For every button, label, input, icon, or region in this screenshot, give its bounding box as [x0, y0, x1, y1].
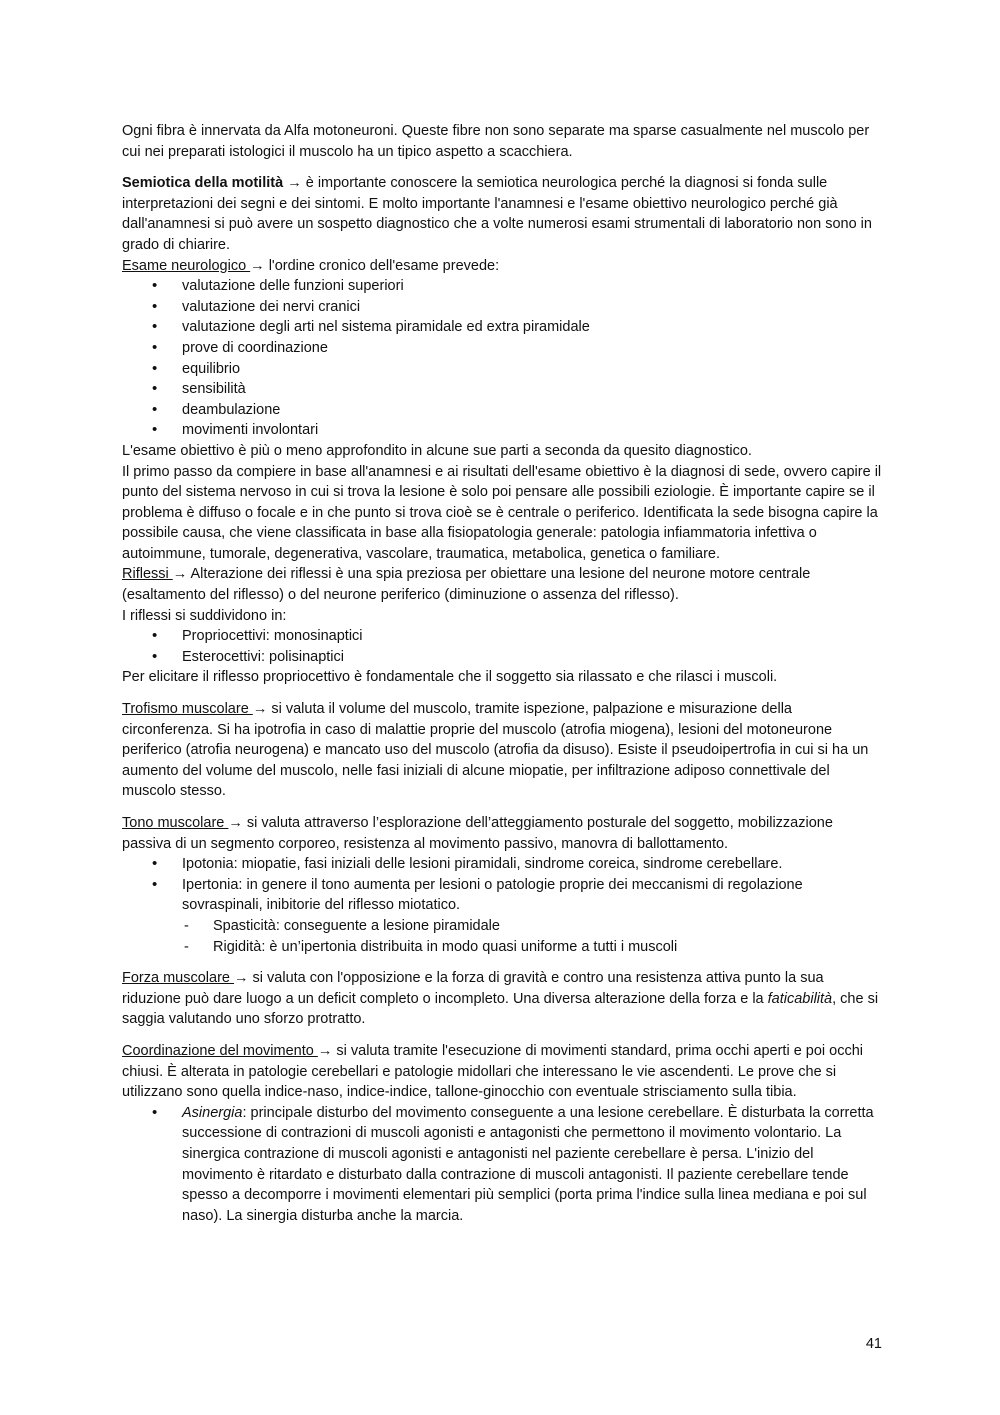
list-item: • prove di coordinazione: [122, 338, 882, 359]
esame-after-1: L'esame obiettivo è più o meno approfondito in alcune sue parti a seconda da quesito diagnostico.: [122, 442, 752, 459]
list-item: • valutazione degli arti nel sistema piramidale ed extra piramidale: [122, 317, 882, 338]
riflessi-after: Per elicitare il riflesso propriocettivo è fondamentale che il soggetto sia rilassato e che rilasci i muscoli.: [122, 669, 778, 686]
trofismo-text: → si valuta il volume del muscolo, tramite ispezione, palpazione e misurazione della circonferenza. Si ha ipotrofia in caso di malattie proprie del muscolo (atrofia miogena), lesioni del motoneurone periferico (atrofia neurogena) e mancato uso del muscolo (atrofia da disuso). Esiste il pseudoipertrofia in cui si ha un aumento del volume del muscolo, nelle fasi iniziali di alcune miopatie, per infiltrazione adiposo connettivale del muscolo stesso.: [122, 701, 869, 800]
forza-paragraph: [122, 968, 882, 1030]
esame-paragraph: [122, 256, 882, 277]
esame-after-2: Il primo passo da compiere in base all'anamnesi e ai risultati dell'esame obiettivo è la diagnosi di sede, ovvero capire il punto del sistema nervoso in cui si trova la lesione è solo poi pensare alle possibili eziologie. È importante capire se il problema è diffuso o focale e in che punto si trova cioè se è centrale o periferico. Identificata la sede bisogna capire la possibile causa, che viene classificata in base alla fisiopatologia generale: patologia infiammatoria infettiva o autoimmune, tumorale, degenerativa, vascolare, traumatica, metabolica, genetica o familiare.: [122, 463, 882, 562]
coordinazione-text: → si valuta tramite l'esecuzione di movimenti standard, prima occhi aperti e poi occhi chiusi. È alterata in patologie cerebellari e patologie midollari che interessano le vie ascendenti. Le prove che si utilizzano sono quella indice-naso, indice-indice, tallone-ginocchio con eventuale strisciamento sulla tibia.: [122, 1042, 864, 1101]
list-item: • deambulazione: [122, 400, 882, 421]
tono-sublist: [122, 916, 882, 957]
semiotica-paragraph: [122, 173, 882, 255]
trofismo-heading: Trofismo muscolare: [122, 701, 253, 718]
asinergia-term: Asinergia: [182, 1104, 243, 1121]
tono-list: [122, 854, 882, 916]
list-item: • valutazione dei nervi cranici: [122, 297, 882, 318]
coordinazione-heading: Coordinazione del movimento: [122, 1042, 318, 1059]
tono-paragraph: [122, 813, 882, 854]
list-item: • Propriocettivi: monosinaptici: [122, 626, 882, 647]
sub-list-item: - Rigidità: è un’ipertonia distribuita in modo quasi uniforme a tutti i muscoli: [122, 937, 882, 958]
list-item: [122, 1103, 882, 1227]
riflessi-intro: I riflessi si suddividono in:: [122, 607, 287, 624]
riflessi-heading: Riflessi: [122, 566, 173, 583]
sub-list-item: - Spasticità: conseguente a lesione piramidale: [122, 916, 882, 937]
semiotica-heading: Semiotica della motilità: [122, 175, 284, 192]
riflessi-text: → Alterazione dei riflessi è una spia preziosa per obiettare una lesione del neurone motore centrale (esaltamento del riflesso) o del neurone periferico (diminuzione o assenza del riflesso).: [122, 566, 811, 604]
tono-text: → si valuta attraverso l’esplorazione dell’atteggiamento posturale del soggetto, mobilizzazione passiva di un segmento corporeo, resistenza al movimento passivo, manovra di ballottamento.: [122, 815, 833, 852]
asinergia-text: : principale disturbo del movimento conseguente a una lesione cerebellare. È disturbata la corretta successione di contrazioni di muscoli agonisti e antagonisti che permettono il movimento volontario. La sinergica contrazione di muscoli agonisti e antagonisti nel paziente cerebellare è persa. L'inizio del movimento è ritardato e disturbato dalla contrazione di muscoli antagonisti. Il paziente cerebellare tende spesso a decomporre i movimenti elementari più semplici (porta prima l'indice sulla linea mediana e poi sul naso). La sinergia disturba anche la marcia.: [182, 1104, 874, 1224]
tono-heading: Tono muscolare: [122, 815, 229, 831]
list-item: • equilibrio: [122, 359, 882, 380]
trofismo-paragraph: [122, 699, 882, 802]
forza-text-2: , che si saggia valutando uno sforzo protratto.: [122, 990, 879, 1028]
forza-text: → si valuta con l'opposizione e la forza di gravità e contro una resistenza attiva punto la sua riduzione può dare luogo a un deficit completo o incompleto. Una diversa alterazione della forza e la: [122, 970, 824, 1007]
page-content: [122, 121, 882, 1226]
intro-paragraph: Ogni fibra è innervata da Alfa motoneuroni. Queste fibre non sono separate ma sparse casualmente nel muscolo per cui nei preparati istologici il muscolo ha un tipico aspetto a scacchiera.: [122, 123, 870, 160]
esame-text: → l'ordine cronico dell'esame prevede:: [250, 257, 500, 274]
riflessi-list: [122, 626, 882, 667]
list-item: • Esterocettivi: polisinaptici: [122, 647, 882, 668]
list-item: • Ipotonia: miopatie, fasi iniziali delle lesioni piramidali, sindrome coreica, sindrome cerebellare.: [122, 854, 882, 875]
esame-heading: Esame neurologico: [122, 257, 251, 274]
forza-heading: Forza muscolare: [122, 970, 235, 987]
list-item: • Ipertonia: in genere il tono aumenta per lesioni o patologie proprie dei meccanismi di regolazione sovraspinali, inibitorie del riflesso miotatico.: [122, 875, 882, 916]
list-item: • movimenti involontari: [122, 420, 882, 441]
coordinazione-paragraph: [122, 1041, 882, 1103]
list-item: • sensibilità: [122, 379, 882, 400]
page-number: 41: [865, 1336, 882, 1352]
esame-list: [122, 276, 882, 441]
semiotica-text: → è importante conoscere la semiotica neurologica perché la diagnosi si fonda sulle interpretazioni dei segni e dei sintomi. E molto importante l'anamnesi e l'esame obiettivo neurologico perché già dall'anamnesi si può avere un sospetto diagnostico che a volte numerosi esami strumentali di laboratorio non sono in grado di chiarire.: [122, 175, 872, 253]
forza-italic-term: faticabilità: [767, 990, 833, 1007]
coordinazione-list: [122, 1103, 882, 1227]
riflessi-paragraph: [122, 564, 882, 605]
list-item: • valutazione delle funzioni superiori: [122, 276, 882, 297]
